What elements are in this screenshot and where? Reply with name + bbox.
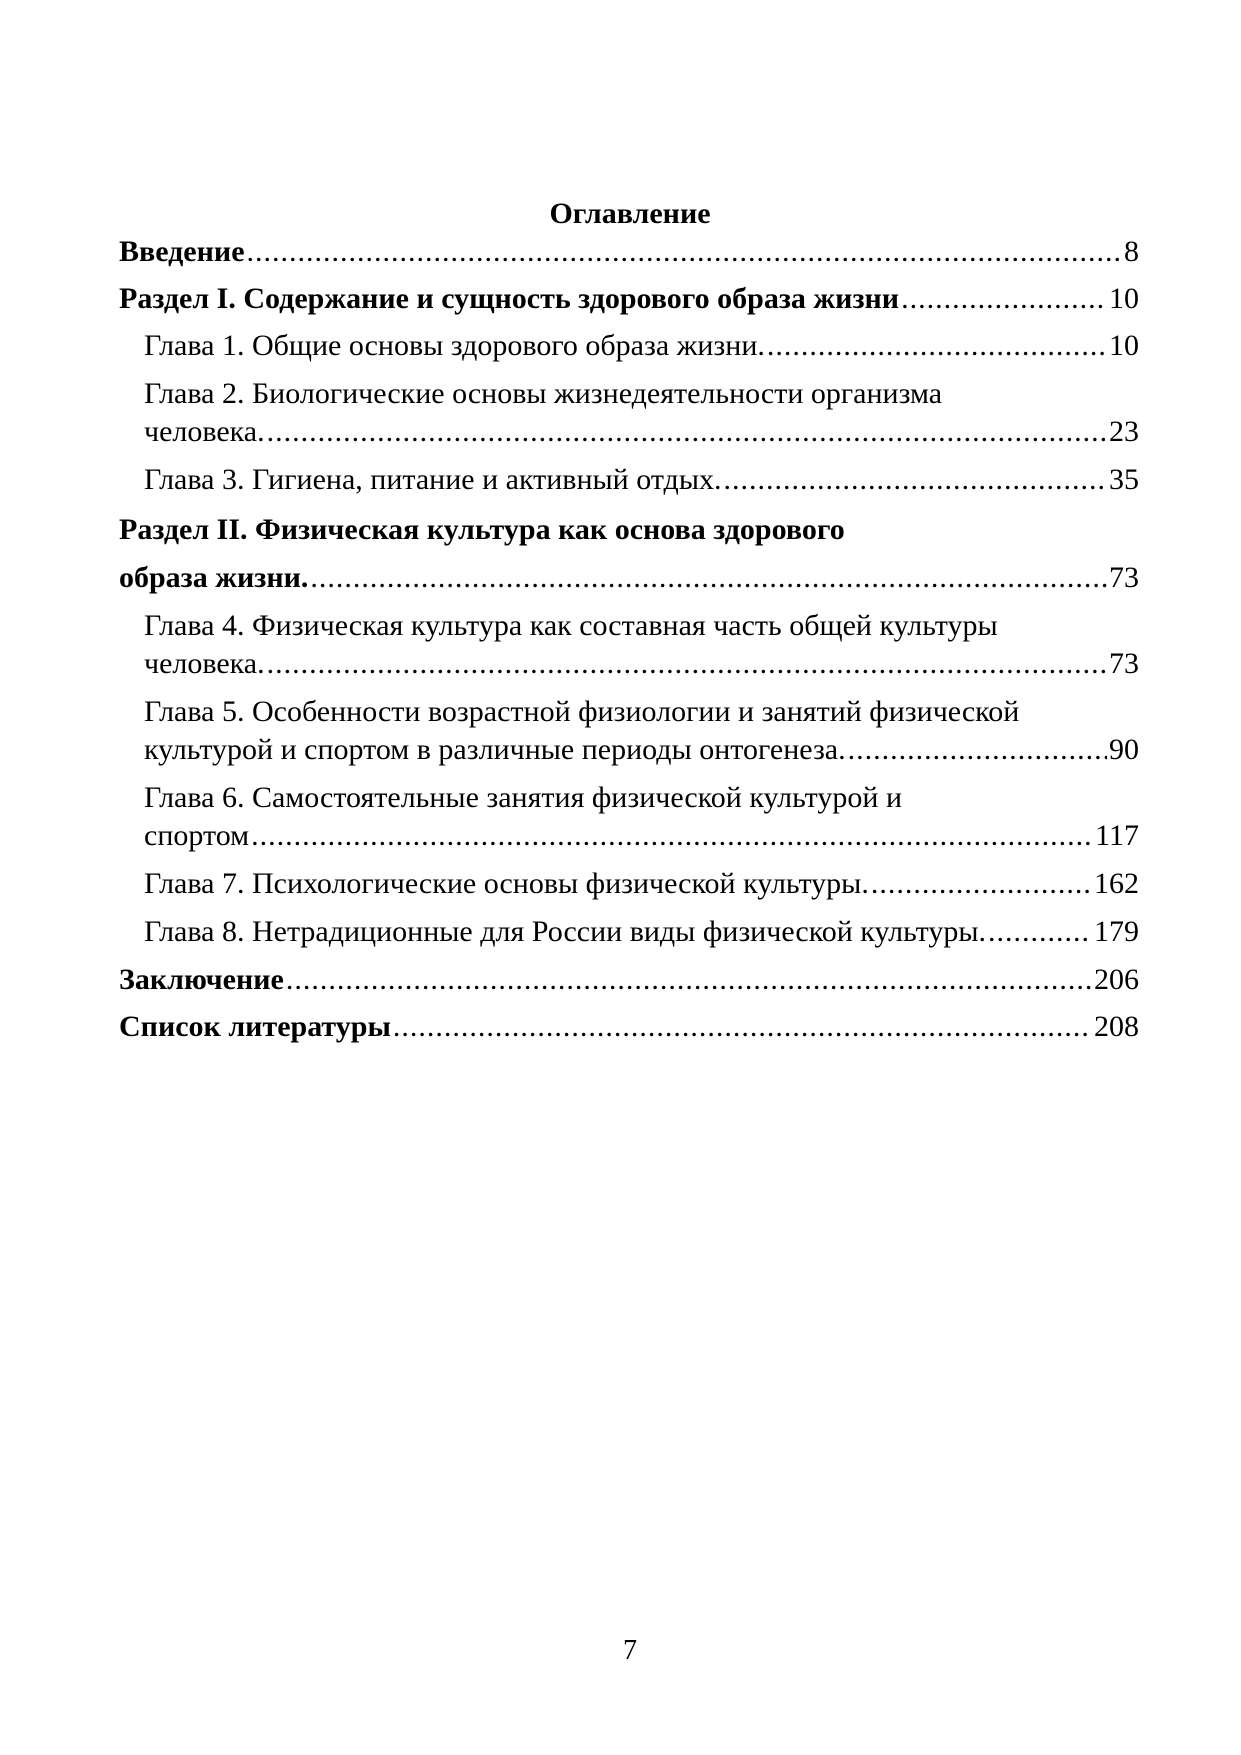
toc-entry-chapter-6[interactable] (119, 779, 1139, 855)
toc-entry-chapter-2[interactable] (119, 375, 1139, 451)
dot-leader (286, 961, 1092, 999)
toc-entry-page: 73 (1109, 561, 1139, 594)
table-of-contents (119, 233, 1139, 1046)
toc-entry-page: 8 (1124, 235, 1139, 268)
toc-entry-references[interactable] (119, 1008, 1139, 1046)
toc-title: Оглавление (549, 197, 711, 230)
toc-entry-text: спортом (144, 819, 250, 852)
toc-entry-text: Глава 3. Гигиена, питание и активный отдых. (144, 463, 722, 496)
toc-entry-chapter-3[interactable] (119, 461, 1139, 499)
toc-entry-page: 10 (1109, 282, 1139, 315)
toc-entry-page: 10 (1109, 329, 1139, 362)
toc-entry-text: Введение (119, 235, 245, 268)
toc-entry-chapter-1[interactable] (119, 327, 1139, 365)
dot-leader (871, 865, 1092, 903)
toc-entry-text: Раздел I. Содержание и сущность здорового образа жизни (119, 282, 900, 315)
toc-entry-section-1[interactable] (119, 280, 1139, 318)
toc-entry-text: Глава 7. Психологические основы физической культуры. (144, 867, 869, 900)
toc-entry-page: 179 (1094, 915, 1139, 948)
dot-leader (393, 1008, 1092, 1046)
toc-entry-page: 206 (1094, 963, 1139, 996)
dot-leader (848, 731, 1107, 769)
toc-entry-first-line: Глава 2. Биологические основы жизнедеятельности организма (144, 377, 943, 410)
toc-entry-introduction[interactable] (119, 233, 1139, 271)
toc-entry-text: Заключение (119, 963, 284, 996)
dot-leader (901, 280, 1107, 318)
toc-entry-section-2[interactable] (119, 511, 1139, 597)
toc-entry-chapter-5[interactable] (119, 693, 1139, 769)
toc-entry-chapter-7[interactable] (119, 865, 1139, 903)
toc-entry-text: образа жизни. (119, 561, 309, 594)
dot-leader (310, 559, 1107, 597)
toc-entry-first-line: Глава 4. Физическая культура как составная часть общей культуры (144, 609, 998, 642)
toc-entry-page: 73 (1109, 647, 1139, 680)
toc-entry-text: Глава 1. Общие основы здорового образа жизни. (144, 329, 765, 362)
toc-entry-text: Список литературы (119, 1010, 391, 1043)
toc-entry-first-line: Глава 6. Самостоятельные занятия физической культурой и (144, 781, 902, 814)
dot-leader (251, 817, 1093, 855)
toc-entry-text: Глава 8. Нетрадиционные для России виды физической культуры. (144, 915, 987, 948)
toc-entry-first-line: Раздел II. Физическая культура как основа здорового (119, 513, 845, 546)
toc-entry-page: 90 (1109, 733, 1139, 766)
page-number: 7 (623, 1635, 637, 1666)
dot-leader (267, 413, 1107, 451)
dot-leader (723, 461, 1107, 499)
toc-entry-conclusion[interactable] (119, 961, 1139, 999)
toc-entry-page: 162 (1094, 867, 1139, 900)
toc-entry-text: человека. (144, 647, 265, 680)
toc-entry-page: 117 (1095, 819, 1139, 852)
toc-entry-page: 35 (1109, 463, 1139, 496)
toc-entry-page: 23 (1109, 415, 1139, 448)
toc-entry-chapter-4[interactable] (119, 607, 1139, 683)
toc-entry-page: 208 (1094, 1010, 1139, 1043)
dot-leader (767, 327, 1107, 365)
dot-leader (988, 913, 1092, 951)
dot-leader (267, 645, 1107, 683)
toc-entry-first-line: Глава 5. Особенности возрастной физиологии и занятий физической (144, 695, 1020, 728)
toc-entry-text: человека. (144, 415, 265, 448)
dot-leader (247, 233, 1122, 271)
toc-entry-chapter-8[interactable] (119, 913, 1139, 951)
toc-entry-text: культурой и спортом в различные периоды онтогенеза. (144, 733, 846, 766)
